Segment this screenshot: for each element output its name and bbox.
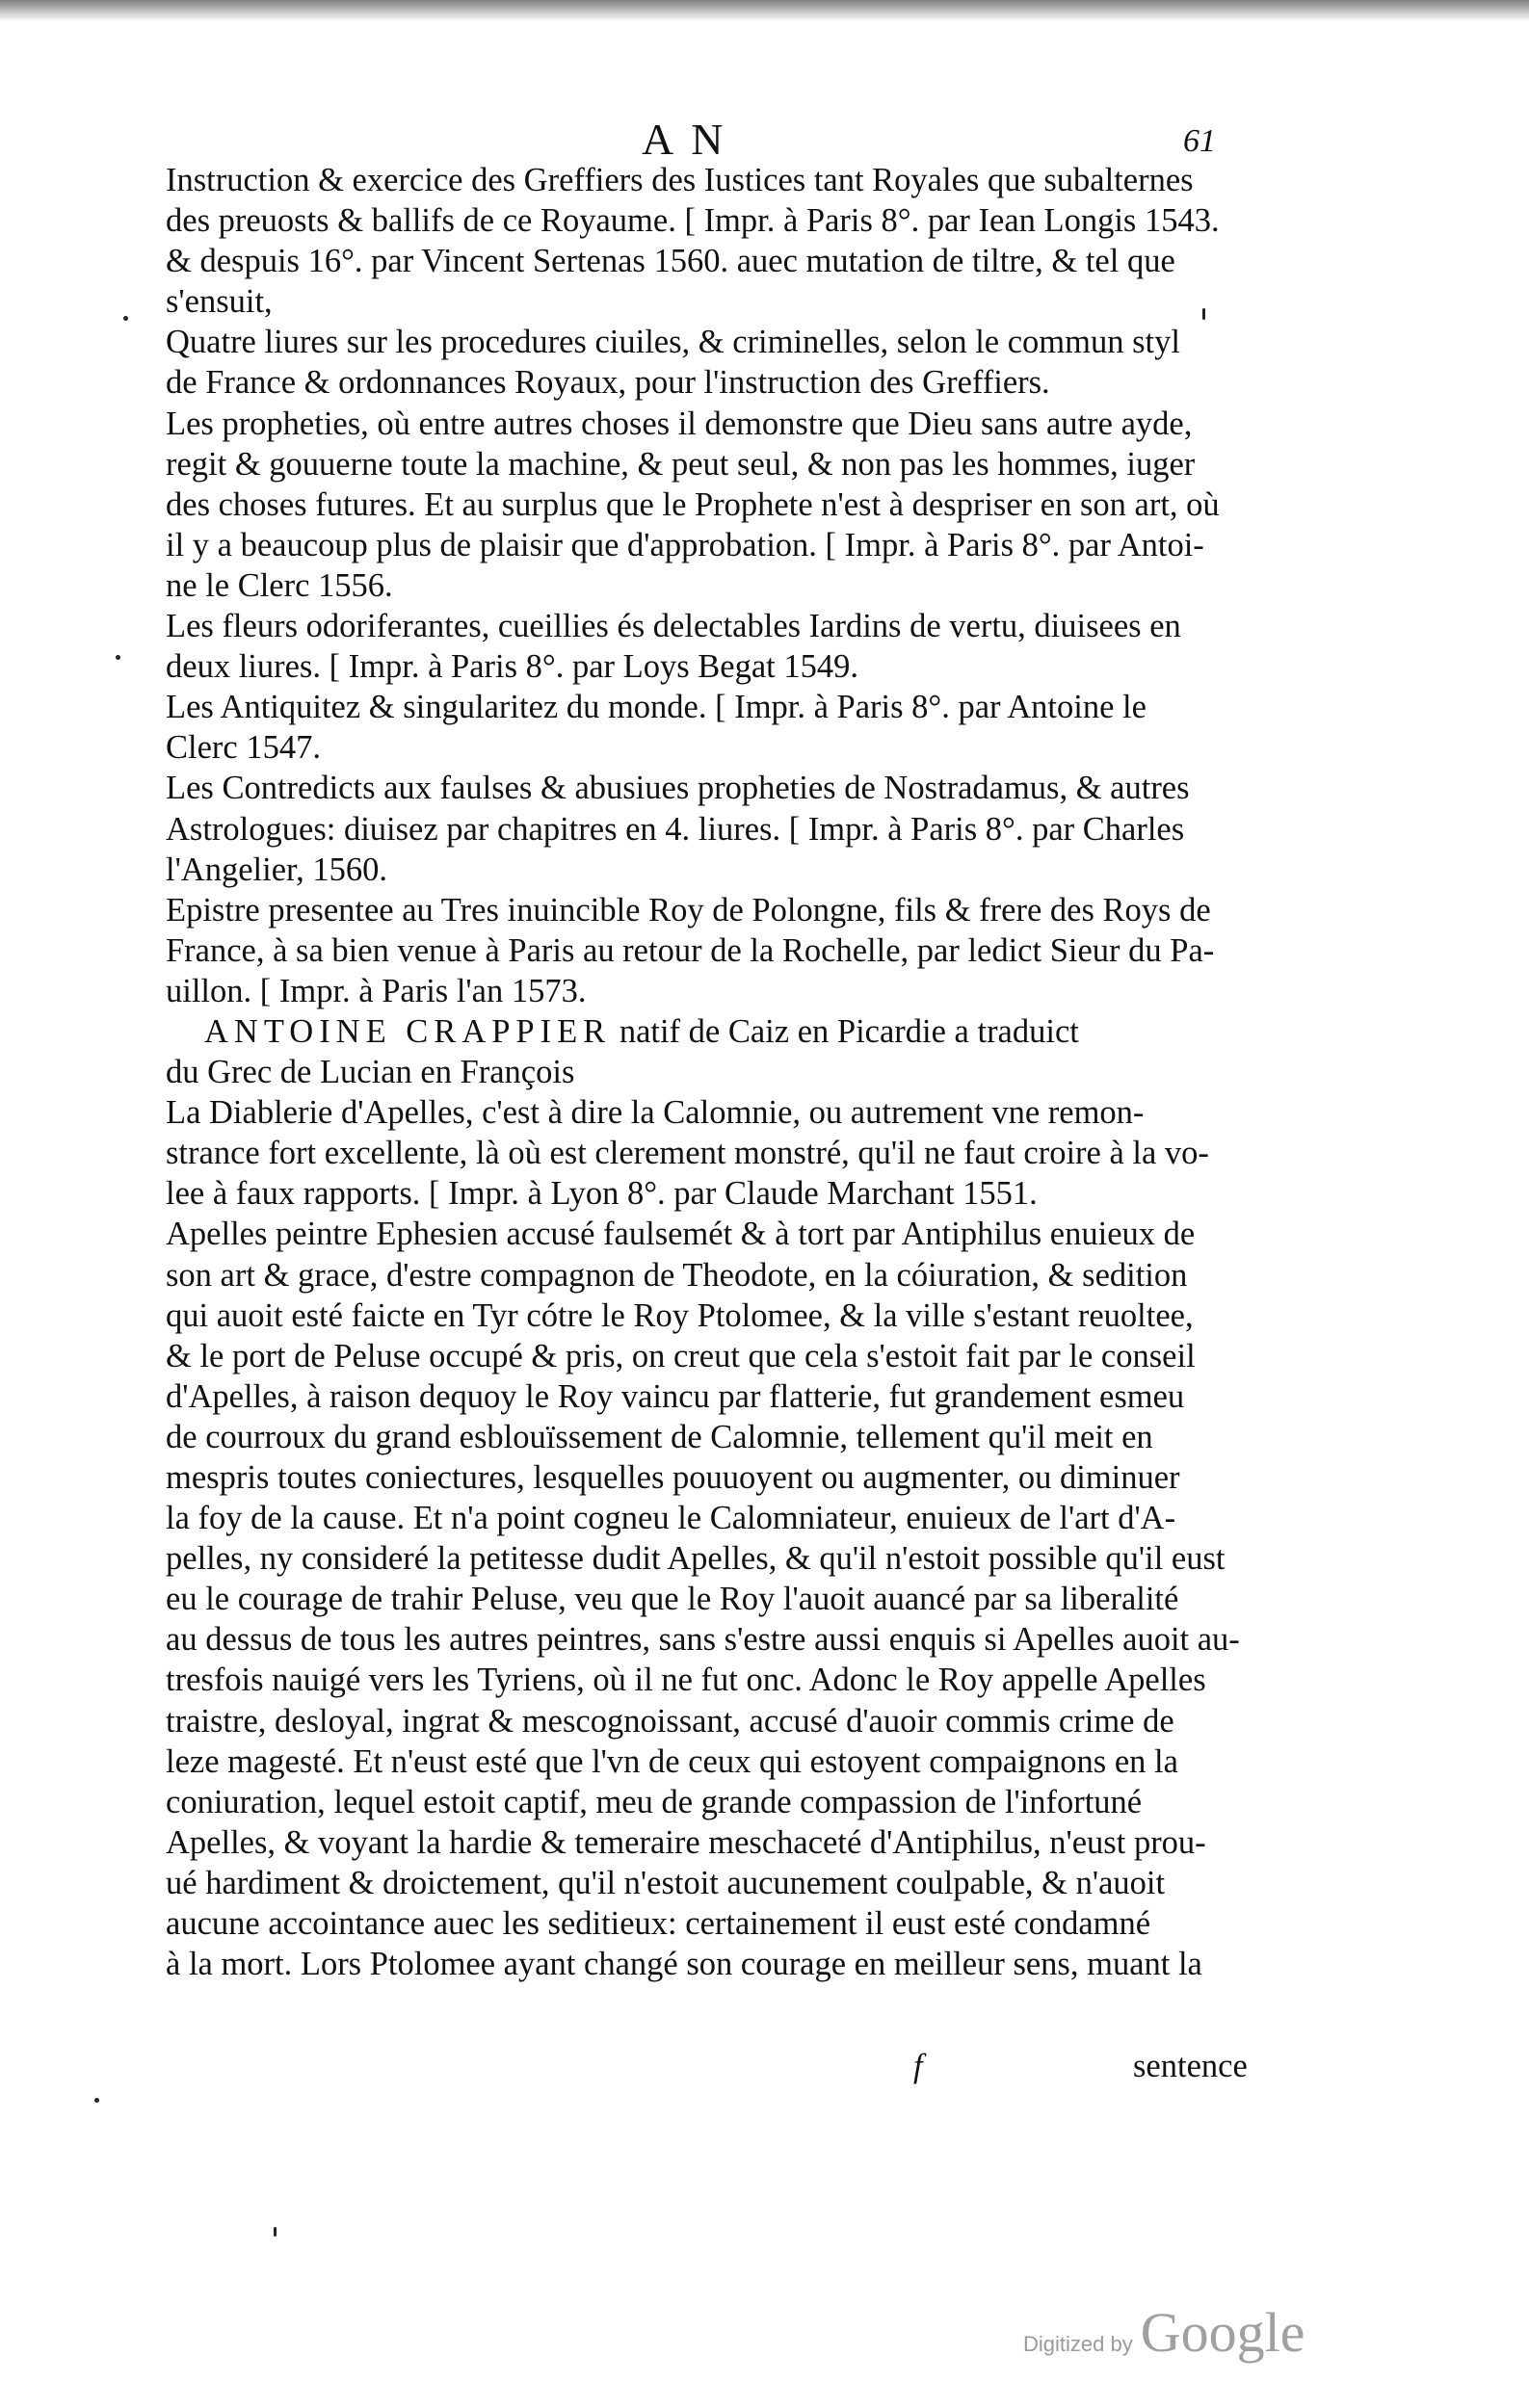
- text-line: uillon. [ Impr. à Paris l'an 1573.: [166, 972, 587, 1009]
- text-line: Les Contredicts aux faulses & abusiues propheties de Nostradamus, & autres: [166, 770, 1190, 807]
- author-description: natif de Caiz en Picardie a traduict: [611, 1012, 1079, 1050]
- author-name: ANTOINE CRAPPIER: [204, 1012, 612, 1050]
- text-line: mespris toutes coniectures, lesquelles pouuoyent ou augmenter, ou diminuer: [166, 1459, 1180, 1496]
- text-line: à la mort. Lors Ptolomee ayant changé son courage en meilleur sens, muant la: [166, 1946, 1202, 1983]
- text-line: Epistre presentee au Tres inuincible Roy de Polongne, fils & frere des Roys de: [166, 891, 1211, 929]
- text-line: de France & ordonnances Royaux, pour l'instruction des Greffiers.: [166, 364, 1050, 402]
- text-line: France, à sa bien venue à Paris au retour de la Rochelle, par ledict Sieur du Pa-: [166, 931, 1215, 969]
- signature-mark: f: [913, 2048, 923, 2084]
- text-line: coniuration, lequel estoit captif, meu de grande compassion de l'infortuné: [166, 1783, 1143, 1820]
- text-line: Clerc 1547.: [166, 729, 321, 767]
- text-line: regit & gouuerne toute la machine, & peut seul, & non pas les hommes, iuger: [166, 445, 1196, 483]
- text-line: au dessus de tous les autres peintres, sans s'estre aussi enquis si Apelles auoit au-: [166, 1621, 1240, 1659]
- text-line: eu le courage de trahir Peluse, veu que le Roy l'auoit auancé par sa liberalité: [166, 1581, 1179, 1618]
- text-line: traistre, desloyal, ingrat & mescognoissant, accusé d'auoir commis crime de: [166, 1702, 1174, 1740]
- ink-speck: [116, 655, 120, 660]
- text-line: deux liures. [ Impr. à Paris 8°. par Loys Begat 1549.: [166, 648, 858, 686]
- text-line: Les propheties, où entre autres choses il demonstre que Dieu sans autre ayde,: [166, 405, 1193, 442]
- page-header: [0, 114, 1529, 162]
- text-line: des preuosts & ballifs de ce Royaume. [ Impr. à Paris 8°. par Iean Longis 1543.: [166, 202, 1220, 240]
- author-entry-line: [166, 1011, 1283, 1052]
- page-footer: [166, 2046, 1283, 2086]
- text-line: d'Apelles, à raison dequoy le Roy vaincu par flatterie, fut grandement esmeu: [166, 1377, 1185, 1415]
- catchword: sentence: [1133, 2048, 1248, 2084]
- text-line: Astrologues: diuisez par chapitres en 4. liures. [ Impr. à Paris 8°. par Charles: [166, 810, 1185, 848]
- body-text: [166, 160, 1283, 1984]
- text-line: Les Antiquitez & singularitez du monde. [ Impr. à Paris 8°. par Antoine le: [166, 689, 1147, 726]
- ink-speck: [274, 2227, 277, 2237]
- text-line: ué hardiment & droictement, qu'il n'estoit aucunement coulpable, & n'auoit: [166, 1864, 1166, 1901]
- google-logo: Google: [1140, 2301, 1305, 2364]
- text-line: Apelles peintre Ephesien accusé faulsemét & à tort par Antiphilus enuieux de: [166, 1216, 1196, 1253]
- text-line: l'Angelier, 1560.: [166, 851, 387, 888]
- text-line: La Diablerie d'Apelles, c'est à dire la Calomnie, ou autrement vne remon-: [166, 1094, 1145, 1132]
- text-line: Apelles, & voyant la hardie & temeraire meschaceté d'Antiphilus, n'eust prou-: [166, 1823, 1206, 1861]
- text-line: & despuis 16°. par Vincent Sertenas 1560. auec mutation de tiltre, & tel que: [166, 243, 1175, 280]
- text-line: Quatre liures sur les procedures ciuiles, & criminelles, selon le commun styl: [166, 324, 1180, 361]
- running-head: AN: [642, 115, 741, 164]
- text-line: lee à faux rapports. [ Impr. à Lyon 8°. par Claude Marchant 1551.: [166, 1175, 1038, 1213]
- text-line: ne le Clerc 1556.: [166, 566, 393, 604]
- text-line: aucune accointance auec les seditieux: certainement il eust esté condamné: [166, 1905, 1151, 1943]
- ink-speck: [94, 2098, 99, 2103]
- text-line: strance fort excellente, là où est clerement monstré, qu'il ne faut croire à la vo-: [166, 1135, 1209, 1172]
- text-line: pelles, ny consideré la petitesse dudit Apelles, & qu'il n'estoit possible qu'il eust: [166, 1540, 1226, 1578]
- text-line: tresfois nauigé vers les Tyriens, où il ne fut onc. Adonc le Roy appelle Apelles: [166, 1662, 1206, 1699]
- ink-speck: [123, 316, 128, 321]
- scan-edge-shadow: [0, 0, 1529, 27]
- text-line: Les fleurs odoriferantes, cueillies és delectables Iardins de vertu, diuisees en: [166, 608, 1181, 645]
- digitized-watermark: [1023, 2300, 1305, 2368]
- watermark-prefix: Digitized by: [1023, 2332, 1133, 2356]
- text-line: la foy de la cause. Et n'a point cogneu le Calomniateur, enuieux de l'art d'A-: [166, 1500, 1176, 1537]
- page-number: 61: [1183, 123, 1216, 159]
- text-line: Instruction & exercice des Greffiers des Iustices tant Royales que subalternes: [166, 162, 1194, 198]
- text-line: des choses futures. Et au surplus que le Prophete n'est à despriser en son art, où: [166, 485, 1220, 523]
- text-line: du Grec de Lucian en François: [166, 1054, 575, 1091]
- text-line: son art & grace, d'estre compagnon de Theodote, en la cóiuration, & sedition: [166, 1256, 1188, 1294]
- text-line: il y a beaucoup plus de plaisir que d'approbation. [ Impr. à Paris 8°. par Antoi-: [166, 526, 1204, 563]
- text-line: s'ensuit,: [166, 283, 273, 321]
- text-line: & le port de Peluse occupé & pris, on creut que cela s'estoit fait par le conseil: [166, 1337, 1196, 1374]
- text-line: leze magesté. Et n'eust esté que l'vn de ceux qui estoyent compaignons en la: [166, 1742, 1178, 1780]
- text-line: qui auoit esté faicte en Tyr cótre le Roy Ptolomee, & la ville s'estant reuoltee,: [166, 1296, 1194, 1334]
- text-line: de courroux du grand esblouïssement de Calomnie, tellement qu'il meit en: [166, 1418, 1153, 1455]
- ink-speck: [1202, 308, 1205, 320]
